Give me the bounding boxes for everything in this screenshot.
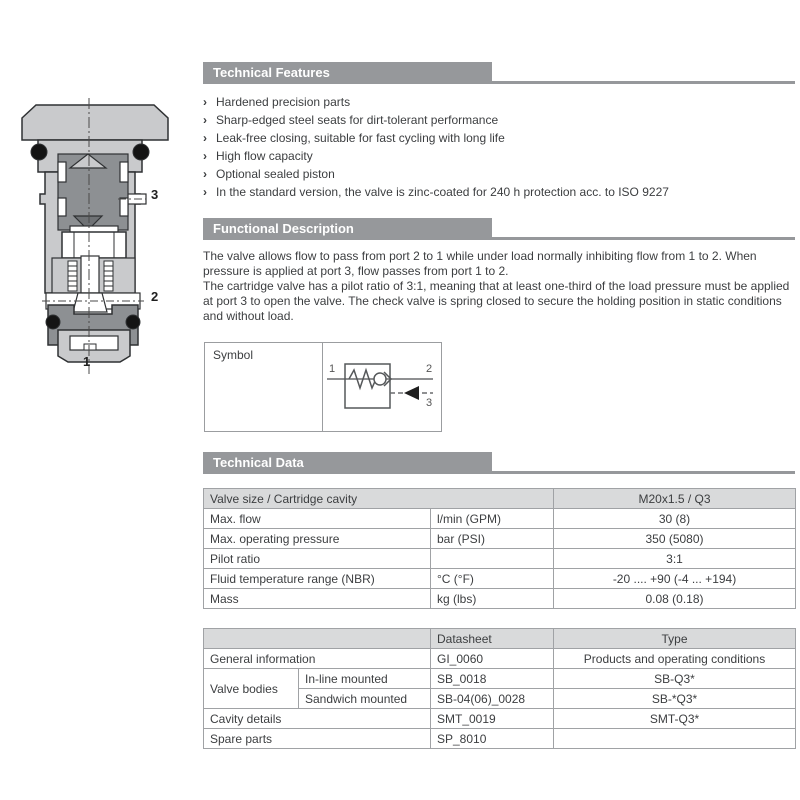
table-row bbox=[204, 589, 796, 609]
section-title-block bbox=[203, 452, 492, 474]
valve-drawing-graphic bbox=[12, 98, 192, 383]
ref-sublabel: In-line mounted bbox=[299, 669, 431, 689]
spec-unit: kg (lbs) bbox=[431, 589, 554, 609]
ref-type: Products and operating conditions bbox=[554, 649, 796, 669]
ref-label: Spare parts bbox=[204, 729, 431, 749]
section-header-rule bbox=[492, 218, 795, 240]
spec-value: 30 (8) bbox=[554, 509, 796, 529]
functional-description-text bbox=[203, 249, 795, 324]
datasheet-reference-table bbox=[203, 628, 796, 749]
feature-item bbox=[203, 147, 669, 165]
section-title: Functional Description bbox=[213, 221, 354, 236]
spec-header-value: M20x1.5 / Q3 bbox=[554, 489, 796, 509]
description-paragraph-1: The valve allows flow to pass from port 2 to 1 while under load normally inhibiting flow from 1 to 2. When pressure is applied at port 3, flow passes from port 1 to 2. bbox=[203, 249, 757, 278]
symbol-port-2-label: 2 bbox=[426, 363, 433, 375]
table-row bbox=[204, 549, 796, 569]
symbol-port-3-label: 3 bbox=[426, 397, 433, 409]
table-row bbox=[204, 529, 796, 549]
spec-unit: l/min (GPM) bbox=[431, 509, 554, 529]
feature-text: High flow capacity bbox=[216, 149, 313, 163]
ref-type bbox=[554, 729, 796, 749]
section-title-block bbox=[203, 62, 492, 84]
valve-cross-section-drawing bbox=[12, 98, 192, 383]
bullet-icon: › bbox=[203, 131, 207, 145]
symbol-port-1-label: 1 bbox=[329, 363, 336, 375]
ref-label: General information bbox=[204, 649, 431, 669]
feature-text: In the standard version, the valve is zinc-coated for 240 h protection acc. to ISO 9227 bbox=[216, 185, 669, 199]
drawing-port-1-label: 1 bbox=[83, 354, 91, 369]
spec-value: -20 .... +90 (-4 ... +194) bbox=[554, 569, 796, 589]
ref-datasheet: SB_0018 bbox=[431, 669, 554, 689]
ref-type: SB-*Q3* bbox=[554, 689, 796, 709]
spec-unit: °C (°F) bbox=[431, 569, 554, 589]
table-row bbox=[204, 649, 796, 669]
spec-label: Pilot ratio bbox=[204, 549, 431, 569]
symbol-box-label: Symbol bbox=[205, 343, 323, 431]
section-title: Technical Features bbox=[213, 65, 330, 80]
section-header-technical-features bbox=[203, 62, 795, 84]
feature-text: Optional sealed piston bbox=[216, 167, 335, 181]
section-header-rule bbox=[492, 62, 795, 84]
feature-text: Sharp-edged steel seats for dirt-tolerant performance bbox=[216, 113, 499, 127]
section-header-rule bbox=[492, 452, 795, 474]
spec-label: Mass bbox=[204, 589, 431, 609]
bullet-icon: › bbox=[203, 167, 207, 181]
ref-label: Cavity details bbox=[204, 709, 431, 729]
ref-header-empty bbox=[204, 629, 431, 649]
section-header-technical-data bbox=[203, 452, 795, 474]
drawing-port-3-label: 3 bbox=[151, 187, 159, 202]
ref-sublabel: Sandwich mounted bbox=[299, 689, 431, 709]
section-title-block bbox=[203, 218, 492, 240]
table-row bbox=[204, 729, 796, 749]
spec-label: Fluid temperature range (NBR) bbox=[204, 569, 431, 589]
bullet-icon: › bbox=[203, 95, 207, 109]
table-row bbox=[204, 709, 796, 729]
section-header-functional-description bbox=[203, 218, 795, 240]
bullet-icon: › bbox=[203, 149, 207, 163]
table-row bbox=[204, 569, 796, 589]
feature-text: Leak-free closing, suitable for fast cycling with long life bbox=[216, 131, 505, 145]
ref-datasheet: SMT_0019 bbox=[431, 709, 554, 729]
feature-item bbox=[203, 93, 669, 111]
ref-type: SMT-Q3* bbox=[554, 709, 796, 729]
description-paragraph-2: The cartridge valve has a pilot ratio of 3:1, meaning that at least one-third of the load pressure must be applied at port 3 to open the valve. The check valve is spring closed to secure the holding position in static conditions and without load. bbox=[203, 279, 790, 323]
spec-value: 3:1 bbox=[554, 549, 796, 569]
feature-item bbox=[203, 111, 669, 129]
bullet-icon: › bbox=[203, 113, 207, 127]
table-row bbox=[204, 509, 796, 529]
ref-header-type: Type bbox=[554, 629, 796, 649]
table-header-row bbox=[204, 489, 796, 509]
spec-header-label: Valve size / Cartridge cavity bbox=[204, 489, 554, 509]
hydraulic-symbol-cell bbox=[323, 343, 441, 431]
ref-label-valve-bodies: Valve bodies bbox=[204, 669, 299, 709]
feature-item bbox=[203, 183, 669, 201]
features-list bbox=[203, 93, 669, 201]
feature-text: Hardened precision parts bbox=[216, 95, 351, 109]
spec-label: Max. operating pressure bbox=[204, 529, 431, 549]
symbol-box bbox=[204, 342, 442, 432]
spec-unit bbox=[431, 549, 554, 569]
spec-label: Max. flow bbox=[204, 509, 431, 529]
ref-datasheet: SB-04(06)_0028 bbox=[431, 689, 554, 709]
ref-header-datasheet: Datasheet bbox=[431, 629, 554, 649]
table-row bbox=[204, 669, 796, 689]
spec-value: 350 (5080) bbox=[554, 529, 796, 549]
section-title: Technical Data bbox=[213, 455, 304, 470]
ref-datasheet: SP_8010 bbox=[431, 729, 554, 749]
feature-item bbox=[203, 165, 669, 183]
bullet-icon: › bbox=[203, 185, 207, 199]
content-column bbox=[203, 62, 795, 762]
feature-item bbox=[203, 129, 669, 147]
spec-value: 0.08 (0.18) bbox=[554, 589, 796, 609]
technical-data-table bbox=[203, 488, 796, 609]
drawing-port-2-label: 2 bbox=[151, 289, 159, 304]
table-header-row bbox=[204, 629, 796, 649]
ref-type: SB-Q3* bbox=[554, 669, 796, 689]
hydraulic-symbol-graphic bbox=[323, 343, 441, 431]
ref-datasheet: GI_0060 bbox=[431, 649, 554, 669]
spec-unit: bar (PSI) bbox=[431, 529, 554, 549]
